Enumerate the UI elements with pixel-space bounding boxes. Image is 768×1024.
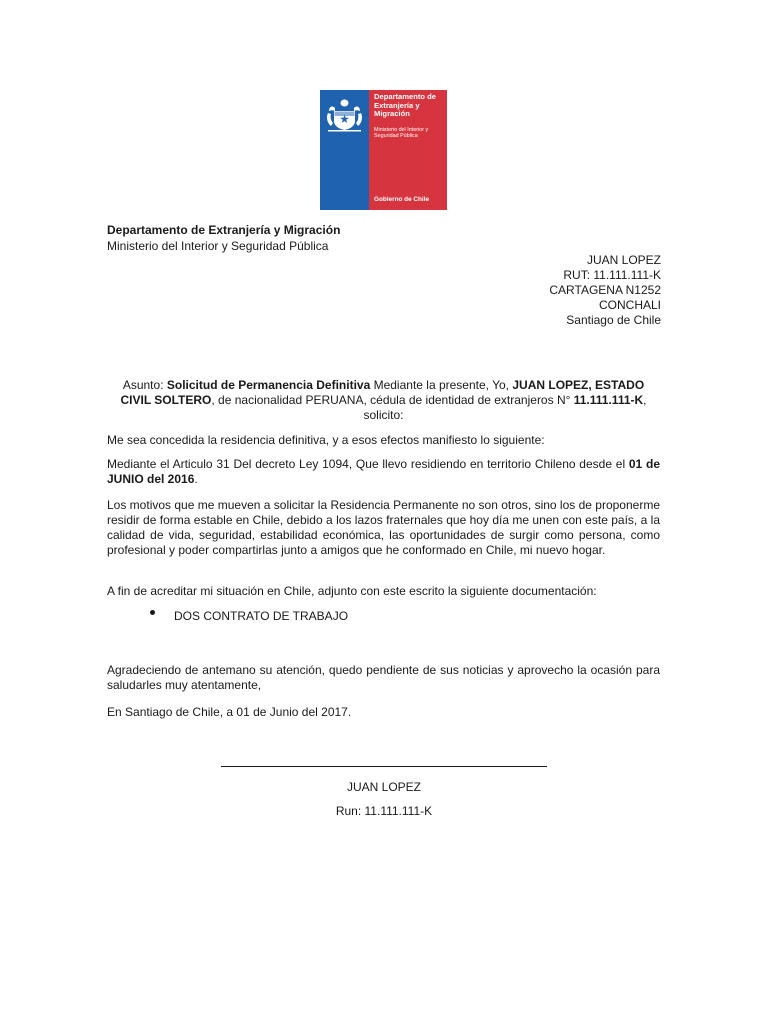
logo-subtitle: Ministerio del Interior y Seguridad Pública (374, 127, 429, 140)
body-paragraph-3: Los motivos que me mueven a solicitar la Residencia Permanente no son otros, sino los de proponerme residir de forma estable en Chile, debido a los lazos fraternales que hoy día me unen con este país, a la calidad de vida, seguridad, estabilidad económica, las oportunidades de surgir como persona, como profesional y poder compartirlas junto a amigos que he conformado en Chile, mi nuevo hogar. (107, 498, 660, 557)
signature-line (221, 766, 547, 767)
body-paragraph-6: En Santiago de Chile, a 01 de Junio del 2017. (107, 705, 352, 719)
subject-text-1: Mediante la presente, Yo, (370, 378, 513, 392)
logo-blue-panel (320, 90, 369, 210)
sender-address: CARTAGENA N1252 (549, 283, 661, 297)
sender-commune: CONCHALI (598, 298, 661, 312)
logo-footer: Gobierno de Chile (374, 196, 430, 203)
p2-text: Mediante el Articulo 31 Del decreto Ley 1094, Que llevo residiendo en territorio Chileno desde el (107, 457, 629, 471)
header-department: Departamento de Extranjería y Migración (107, 223, 341, 237)
subject-label: Asunto: (122, 378, 167, 392)
body-paragraph-2 (107, 457, 660, 487)
coat-of-arms-icon (320, 90, 369, 210)
signature-name: JUAN LOPEZ (346, 780, 421, 794)
subject-text-3: , solicito: (363, 393, 647, 422)
subject-name-status: JUAN LOPEZ, ESTADO CIVIL SOLTERO (120, 378, 645, 407)
gobierno-logo (320, 90, 447, 210)
body-paragraph-5: Agradeciendo de antemano su atención, quedo pendiente de sus noticias y aprovecho la ocasión para saludarles muy atentamente, (107, 663, 660, 692)
bullet-icon (150, 610, 155, 615)
body-paragraph-1: Me sea concedida la residencia definitiva, y a esos efectos manifiesto lo siguiente: (107, 433, 545, 447)
sender-city: Santiago de Chile (566, 313, 661, 327)
bullet-item: DOS CONTRATO DE TRABAJO (174, 609, 349, 623)
subject-title: Solicitud de Permanencia Definitiva (166, 378, 371, 392)
header-ministry: Ministerio del Interior y Seguridad Pública (107, 239, 329, 253)
subject-id: 11.111.111-K (573, 393, 644, 407)
sender-rut: RUT: 11.111.111-K (563, 268, 661, 282)
logo-title: Departamento de Extranjería y Migración (374, 92, 437, 118)
signature-run: Run: 11.111.111-K (335, 804, 433, 818)
body-paragraph-4: A fin de acreditar mi situación en Chile, adjunto con este escrito la siguiente documentación: (107, 584, 597, 598)
p2-date: 01 de JUNIO del 2016 (107, 457, 660, 486)
logo-red-panel (369, 90, 447, 210)
p2-end: . (194, 472, 198, 486)
sender-name: JUAN LOPEZ (586, 253, 661, 267)
subject-text-2: , de nacionalidad PERUANA, cédula de identidad de extranjeros N° (211, 393, 574, 407)
subject-paragraph (107, 378, 660, 423)
